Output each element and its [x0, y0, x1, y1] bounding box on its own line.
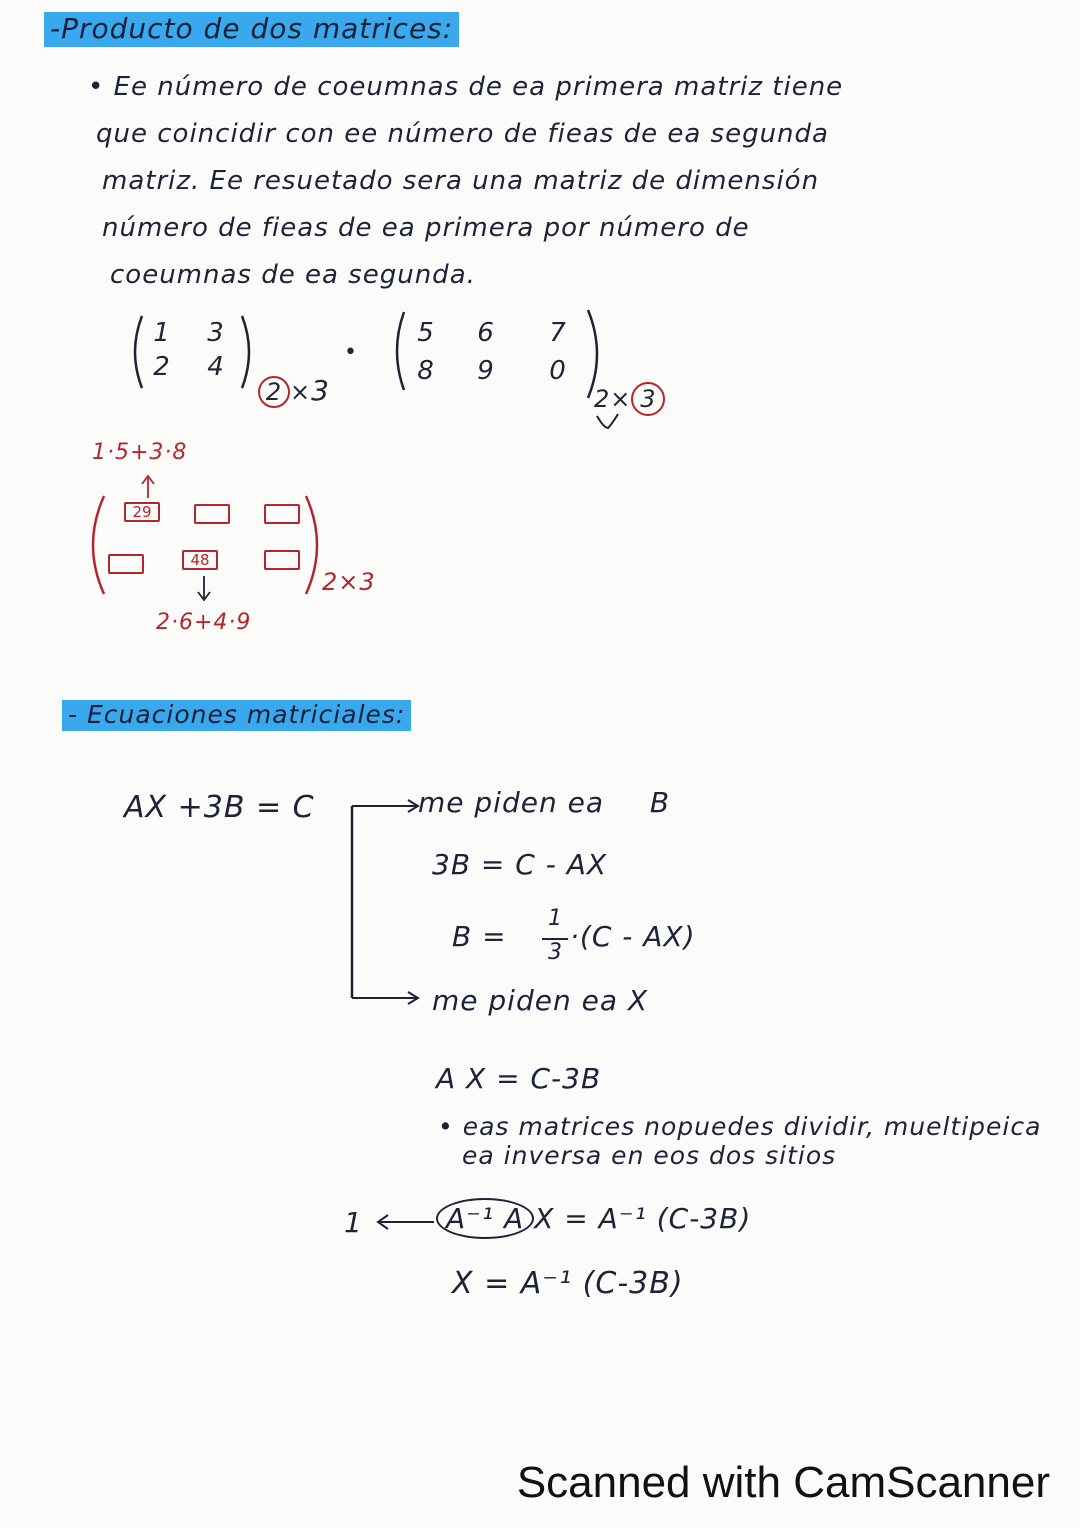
matrix-a [126, 312, 276, 392]
matrix-b-cell: 7 [549, 318, 567, 348]
result-dimension: 2×3 [322, 568, 376, 596]
arrow-down-icon [196, 574, 212, 602]
matrix-b-cell: 5 [417, 318, 435, 348]
matrix-b-cell: 9 [477, 356, 495, 386]
result-left-paren [82, 490, 108, 600]
fraction-denominator: 3 [548, 940, 563, 965]
branch-bracket [340, 788, 430, 1018]
note-inverse: • eas matrices nopuedes dividir, mueltipeica ea inversa en eos dos sitios [438, 1112, 1042, 1170]
identity-one: 1 [344, 1206, 363, 1239]
matrix-b-dimension: 2× 3 [594, 382, 665, 416]
step-b-fraction: B = 1 3 ·(C - AX) [452, 906, 696, 965]
result-cell-empty [194, 504, 230, 524]
multiplication-dot: • [344, 340, 358, 365]
matrix-b-cell: 0 [549, 356, 567, 386]
result-cell-empty [264, 504, 300, 524]
matrix-a-cell: 3 [207, 318, 225, 348]
result-cell-filled: 29 [124, 502, 160, 522]
fraction-numerator: 1 [548, 906, 563, 931]
arrow-left-icon [376, 1212, 436, 1232]
branch2-label: me piden ea X [432, 984, 649, 1017]
dim-circled-2: 2 [258, 376, 290, 408]
checkmark-icon [594, 410, 622, 432]
result-cell-empty [108, 554, 144, 574]
explanation-line: número de fieas de ea primera por número de [102, 213, 750, 243]
circled-inverse-product: A⁻¹ A [436, 1198, 534, 1239]
matrix-a-cell: 2 [153, 352, 171, 382]
matrix-b-cell: 8 [417, 356, 435, 386]
matrix-a-cell: 4 [207, 352, 225, 382]
step-ax: A X = C-3B [436, 1062, 602, 1095]
matrix-b [388, 306, 608, 402]
calc-top-label: 1·5+3·8 [92, 440, 188, 465]
explanation-line: coeumnas de ea segunda. [110, 260, 476, 290]
step-inverse: A⁻¹ A X = A⁻¹ (C-3B) [436, 1198, 751, 1239]
matrix-a-right-paren [238, 312, 258, 392]
explanation-line: matriz. Ee resuetado sera una matriz de dimensión [102, 166, 820, 196]
matrix-b-left-paren [388, 306, 408, 396]
matrix-b-cell: 6 [477, 318, 495, 348]
scanner-watermark: Scanned with CamScanner [516, 1458, 1050, 1507]
result-cell-filled: 48 [182, 550, 218, 570]
explanation-line: que coincidir con ee número de fieas de ea segunda [96, 119, 829, 149]
section-title-product: -Producto de dos matrices: [44, 12, 459, 45]
matrix-a-dimension: 2 ×3 [258, 374, 330, 408]
dim-circled-3: 3 [631, 382, 665, 416]
product-explanation [88, 64, 1008, 299]
branch1-label: me piden ea B [418, 786, 671, 819]
result-cell-empty [264, 550, 300, 570]
step-3b: 3B = C - AX [432, 848, 608, 881]
matrix-a-cell: 1 [153, 318, 171, 348]
explanation-line: • Ee número de coeumnas de ea primera matriz tiene [88, 72, 844, 102]
main-equation: AX +3B = C [124, 790, 315, 825]
calc-bottom-label: 2·6+4·9 [156, 610, 252, 635]
step-x-result: X = A⁻¹ (C-3B) [452, 1266, 684, 1301]
section-title-equations: - Ecuaciones matriciales: [62, 700, 411, 729]
